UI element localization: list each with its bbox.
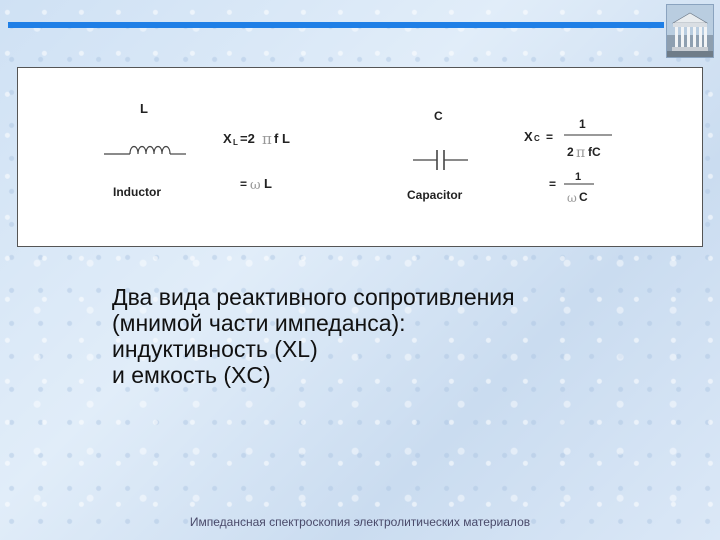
inductor-caption: Inductor <box>113 185 161 199</box>
inductor-formula-eq2: =2 <box>240 131 255 146</box>
header-accent-bar <box>8 22 664 28</box>
reactance-diagram <box>17 67 703 247</box>
footer-caption: Импедансная спектроскопия электролитических материалов <box>189 515 531 529</box>
capacitor-formula2-omega: ω <box>567 191 577 205</box>
capacitor-formula-subscript: C <box>534 134 540 143</box>
inductor-symbol-label: L <box>140 101 148 116</box>
capacitor-formula2-numerator: 1 <box>575 171 582 183</box>
inductor-formula2-omega: ω <box>250 178 261 193</box>
capacitor-plates-icon <box>413 150 468 170</box>
capacitor-symbol-label: C <box>434 109 443 123</box>
capacitor-formula-numerator: 1 <box>579 117 586 131</box>
inductor-formula2-eq: = <box>240 177 248 191</box>
inductor-formula-fl: f L <box>274 131 290 146</box>
capacitor-formula2-eq: = <box>549 177 557 191</box>
body-text <box>112 284 672 388</box>
capacitor-caption: Capacitor <box>407 188 463 202</box>
capacitor-formula-eq: = <box>546 130 554 144</box>
reactance-diagram-svg <box>18 68 702 246</box>
capacitor-formula-den-fc: fC <box>588 145 601 159</box>
inductor-formula-subscript: L <box>233 138 238 147</box>
capacitor-formula-x: X <box>524 129 533 144</box>
inductor-formula-pi: π <box>262 130 272 148</box>
body-text-line-3: индуктивность (XL) <box>112 336 318 362</box>
capacitor-formula-den-2: 2 <box>567 145 574 159</box>
body-text-line-4: и емкость (XC) <box>112 362 271 388</box>
capacitor-formula2-c: C <box>579 190 588 204</box>
building-logo-icon <box>666 4 714 58</box>
capacitor-formula-den-pi: π <box>576 145 586 161</box>
inductor-coil-icon <box>104 147 186 155</box>
inductor-formula2-l: L <box>264 176 272 191</box>
inductor-formula-x: X <box>223 131 232 146</box>
body-text-line-2: (мнимой части импеданса): <box>112 310 406 336</box>
body-text-line-1: Два вида реактивного сопротивления <box>112 284 515 310</box>
